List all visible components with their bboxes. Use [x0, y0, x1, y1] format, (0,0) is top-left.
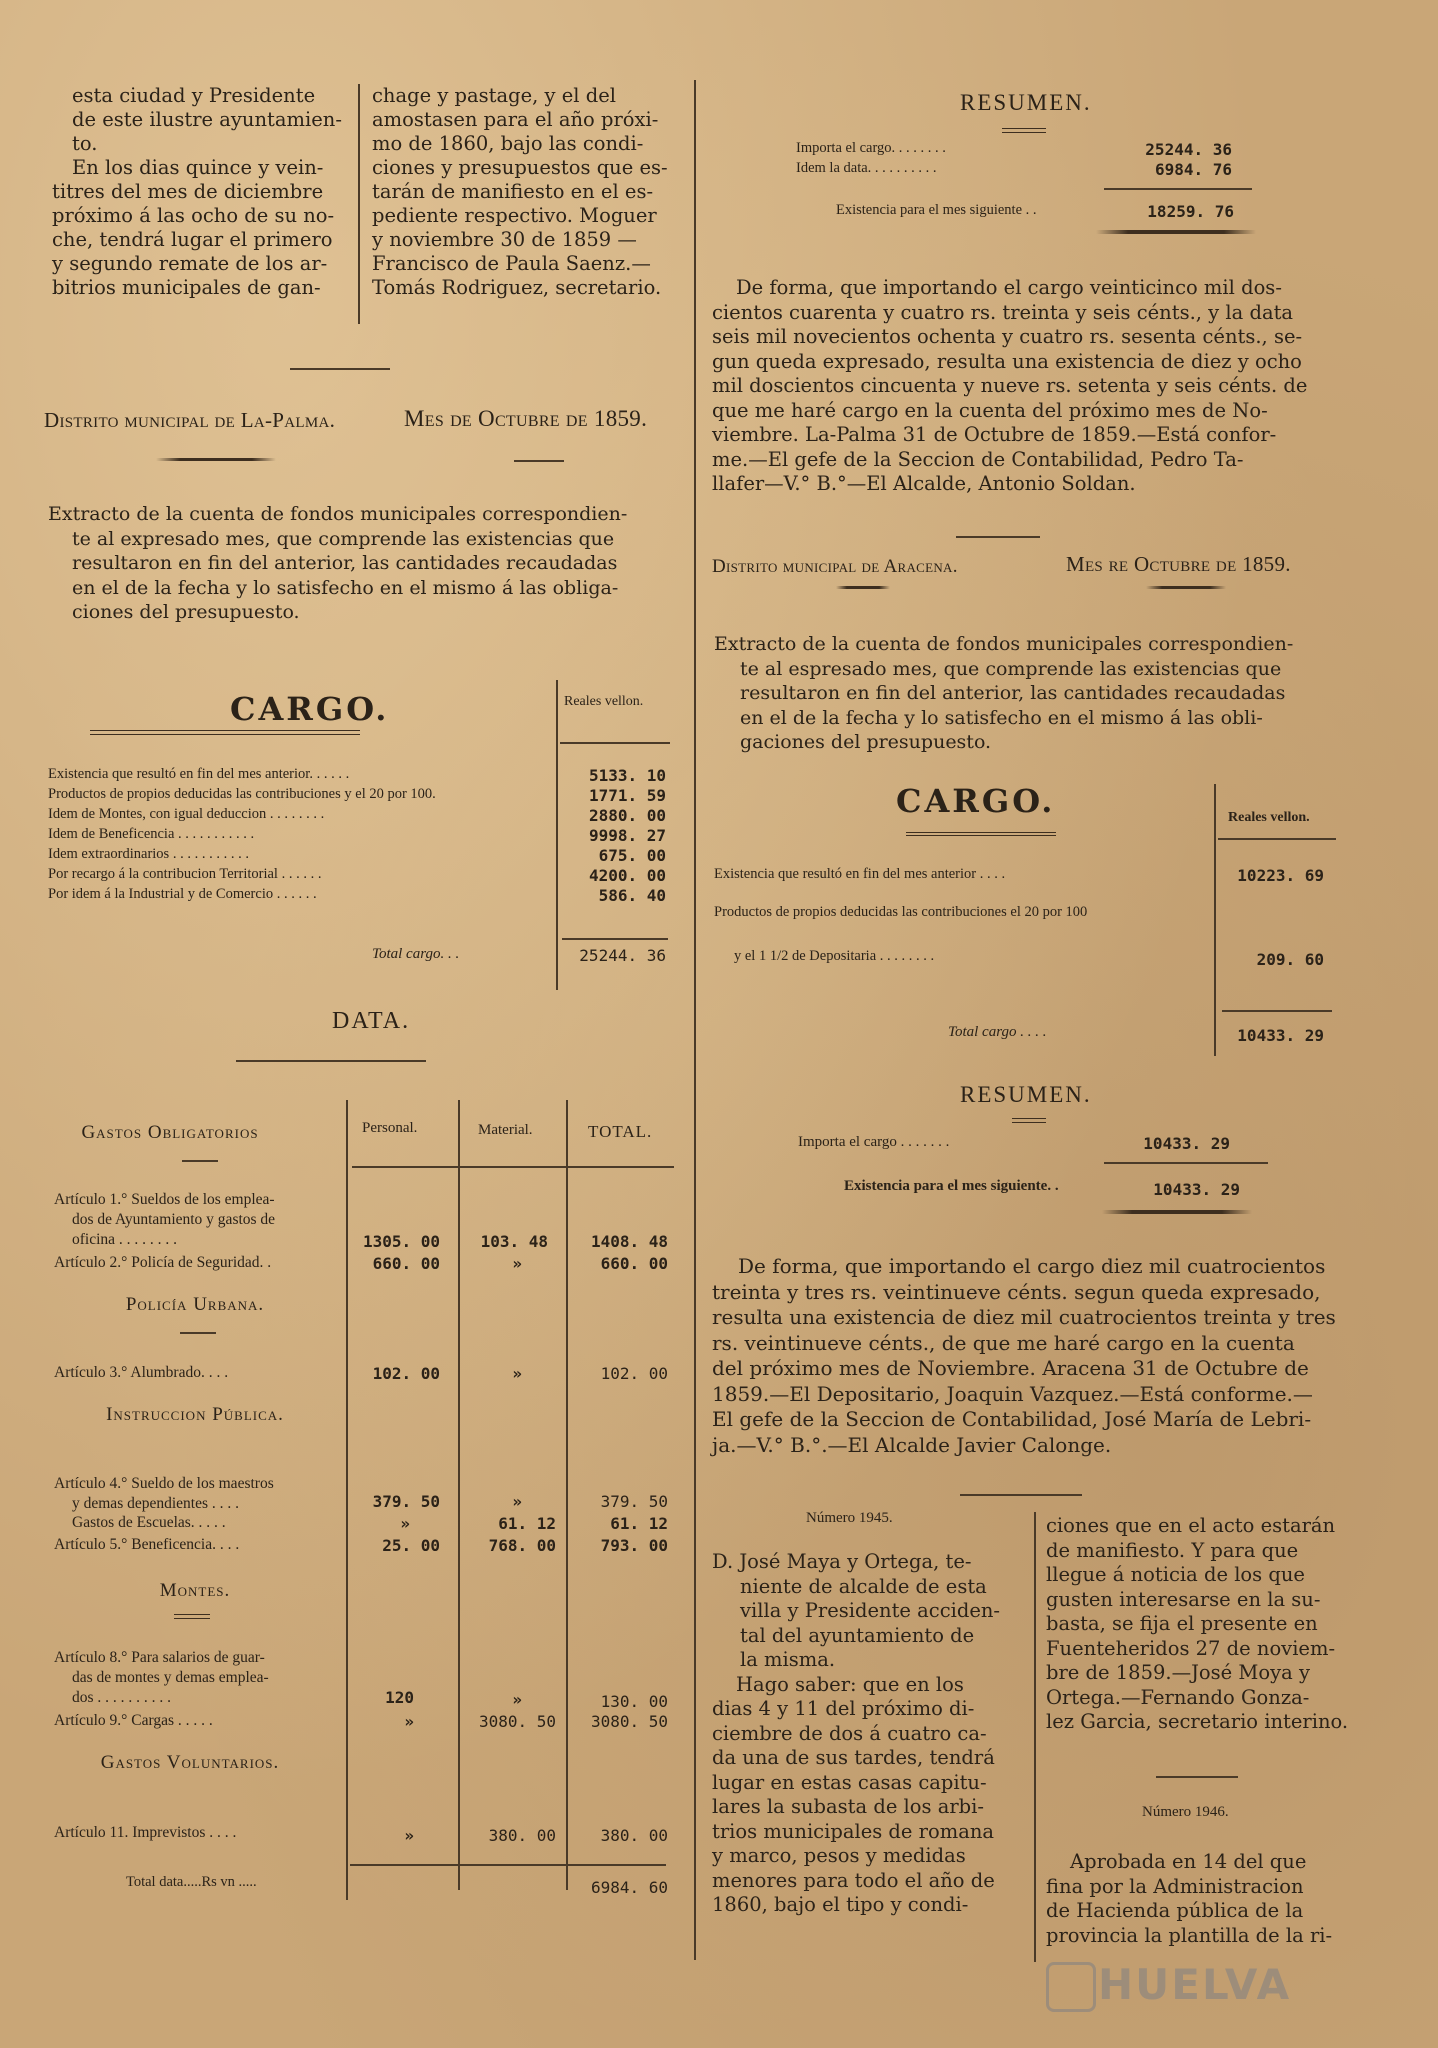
data-total: 102. 00	[600, 1364, 668, 1383]
text-line: en el de la fecha y lo satisfecho en el mismo á las obliga-	[72, 576, 619, 599]
section-montes: Montes.	[159, 1580, 231, 1601]
top-left-column-2	[372, 84, 672, 300]
separator	[1156, 1776, 1238, 1778]
text-line: amostasen para el año próxi-	[372, 108, 659, 131]
text-line: bitrios municipales de gan-	[52, 276, 321, 299]
aracena-intro	[714, 632, 1342, 755]
notice-1945-left	[712, 1550, 1018, 1918]
text-line: en el de la fecha y lo satisfecho en el mismo á las obli-	[740, 706, 1263, 729]
cargo-row-value: 675. 00	[598, 846, 666, 865]
lapalma-cargo-title: CARGO.	[230, 690, 390, 728]
data-row-label	[54, 1190, 275, 1250]
text-line: ciones que en el acto estarán	[1046, 1514, 1336, 1537]
data-material: »	[512, 1364, 522, 1383]
table-rule	[458, 1100, 460, 1890]
text-line: basta, se fija el presente en	[1046, 1612, 1318, 1635]
aracena-district-heading: Distrito municipal de Aracena.	[712, 556, 958, 577]
data-row-label: Artículo 5.° Beneficencia. . . .	[54, 1536, 240, 1553]
data-material: »	[512, 1492, 522, 1511]
data-total-value: 6984. 60	[590, 1878, 668, 1897]
data-row-label: Artículo 2.° Policía de Seguridad. .	[54, 1254, 272, 1271]
text-line: dos de Ayuntamiento y gastos de	[72, 1211, 276, 1228]
separator	[1002, 128, 1046, 133]
text-line: ciembre de dos á cuatro ca-	[712, 1721, 987, 1745]
text-line: que me haré cargo en la cuenta del próximo mes de No-	[712, 398, 1268, 422]
text-line: menores para todo el año de	[712, 1868, 995, 1892]
column-rule	[358, 84, 360, 324]
data-total-label: Total data.....Rs vn .....	[126, 1874, 257, 1890]
data-material: 380. 00	[488, 1826, 556, 1845]
data-total: 380. 00	[600, 1826, 668, 1845]
text-line: Extracto de la cuenta de fondos municipales correspondien-	[714, 633, 1294, 655]
cargo-total-value: 10433. 29	[1237, 1026, 1324, 1045]
data-personal: 379. 50	[372, 1492, 440, 1511]
text-line: dos . . . . . . . . . .	[72, 1689, 172, 1706]
section-instruccion: Instruccion Pública.	[106, 1404, 284, 1425]
table-rule	[352, 1166, 674, 1168]
text-line: En los dias quince y vein-	[72, 156, 324, 179]
text-line: próximo á las ocho de su no-	[52, 204, 335, 227]
text-line: gusten interesarse en la su-	[1046, 1587, 1321, 1611]
resumen-exist-label: Existencia para el mes siguiente . .	[836, 202, 1037, 218]
text-line: llegue á noticia de los que	[1046, 1563, 1305, 1586]
resumen-exist-label: Existencia para el mes siguiente. .	[844, 1178, 1059, 1194]
data-row-label: Gastos de Escuelas. . . . .	[72, 1514, 226, 1531]
cargo-total-label: Total cargo . . . .	[948, 1024, 1047, 1040]
text-line: De forma, que importando el cargo diez mil cuatrocientos	[738, 1254, 1326, 1278]
aracena-closing	[712, 1254, 1344, 1458]
ornament	[90, 730, 360, 735]
data-personal: 660. 00	[372, 1254, 440, 1273]
data-material: 768. 00	[488, 1536, 556, 1555]
cargo-row-label: Idem de Montes, con igual deduccion . . . . . . . .	[48, 806, 325, 822]
data-material: »	[512, 1254, 522, 1273]
text-line: treinta y tres rs. veintinueve cénts. segun queda expresado,	[712, 1279, 1321, 1304]
text-line: Artículo 1.° Sueldos de los emplea-	[54, 1191, 275, 1208]
cargo-row-value: 586. 40	[598, 886, 666, 905]
data-total: 660. 00	[600, 1254, 668, 1273]
lapalma-closing	[712, 276, 1344, 497]
text-line: Tomás Rodriguez, secretario.	[372, 276, 662, 299]
separator	[956, 536, 1040, 538]
text-line: resulta una existencia de diez mil cuatrocientos treinta y tres	[712, 1305, 1336, 1329]
table-rule	[562, 938, 668, 940]
table-rule	[1222, 1010, 1332, 1012]
text-line: 1859.—El Depositario, Joaquin Vazquez.—Está conforme.—	[712, 1381, 1313, 1406]
lapalma-resumen-title: RESUMEN.	[960, 90, 1092, 115]
data-total: 3080. 50	[590, 1712, 668, 1731]
separator	[180, 1332, 216, 1334]
text-line: lugar en estas casas capitu-	[712, 1770, 987, 1794]
separator	[514, 460, 564, 462]
lapalma-intro	[48, 502, 676, 625]
text-line: te al espresado mes, que comprende las existencias que	[740, 657, 1282, 680]
text-line: Francisco de Paula Saenz.—	[372, 252, 651, 275]
text-line: mil doscientos cincuenta y nueve rs. setenta y seis cénts. de	[712, 374, 1308, 397]
text-line: de Hacienda pública de la	[1046, 1899, 1304, 1922]
table-rule	[350, 1864, 666, 1866]
cargo-row-label: Existencia que resultó en fin del mes anterior. . . . . .	[48, 766, 350, 782]
text-line: niente de alcalde de esta	[740, 1574, 987, 1598]
text-line: tal del ayuntamiento de	[740, 1623, 975, 1647]
top-left-column-1	[52, 84, 346, 300]
resumen-row-label: Idem la data. . . . . . . . . .	[796, 160, 937, 176]
text-line: llafer—V.° B.°—El Alcalde, Antonio Soldan.	[712, 472, 1136, 495]
cargo-row-label: Idem de Beneficencia . . . . . . . . . . .	[48, 826, 255, 842]
data-row-label: Artículo 11. Imprevistos . . . .	[54, 1824, 237, 1841]
text-line: de este ilustre ayuntamien-	[72, 108, 342, 131]
resumen-row-label: Importa el cargo . . . . . . .	[798, 1134, 950, 1150]
resumen-row-value: 6984. 76	[1154, 160, 1232, 179]
data-total: 379. 50	[600, 1492, 668, 1511]
cargo-row-value: 5133. 10	[588, 766, 666, 785]
table-rule	[560, 742, 670, 744]
cargo-row-value: 2880. 00	[588, 806, 666, 825]
text-line: titres del mes de diciembre	[52, 180, 324, 203]
ornament	[156, 458, 276, 461]
data-material: 103. 48	[480, 1232, 548, 1251]
text-line: mo de 1860, bajo las condi-	[372, 132, 644, 155]
text-line: Artículo 4.° Sueldo de los maestros	[54, 1475, 274, 1492]
table-rule	[566, 1100, 568, 1890]
text-line: da una de sus tardes, tendrá	[712, 1746, 995, 1769]
page-column-rule	[694, 80, 696, 1960]
ornament	[1096, 230, 1256, 234]
cargo-row-label: Idem extraordinarios . . . . . . . . . . .	[48, 846, 249, 862]
text-line: 1860, bajo el tipo y condi-	[712, 1893, 969, 1916]
notice-1945-right	[1046, 1514, 1350, 1735]
text-line: chage y pastage, y el del	[372, 84, 616, 107]
data-personal: »	[404, 1826, 414, 1845]
text-line: lares la subasta de los arbi-	[712, 1795, 984, 1818]
data-row-label	[54, 1474, 274, 1514]
cargo-row-value: 9998. 27	[588, 826, 666, 845]
data-material: 3080. 50	[478, 1712, 556, 1731]
table-rule	[1218, 838, 1336, 840]
text-line: del próximo mes de Noviembre. Aracena 31 de Octubre de	[712, 1356, 1309, 1380]
text-line: provincia la plantilla de la ri-	[1046, 1923, 1333, 1947]
text-line: De forma, que importando el cargo veinticinco mil dos-	[736, 276, 1282, 299]
data-personal: 25. 00	[382, 1536, 440, 1555]
ornament	[1146, 586, 1226, 589]
data-material: »	[512, 1690, 522, 1709]
data-material: 61. 12	[498, 1514, 556, 1533]
separator	[1012, 1118, 1046, 1123]
aracena-month-heading: Mes re Octubre de 1859.	[1066, 552, 1291, 576]
data-header-personal: Personal.	[362, 1120, 418, 1136]
text-line: de manifiesto. Y para que	[1046, 1538, 1299, 1562]
data-personal: »	[404, 1712, 414, 1731]
notice-number-1945: Número 1945.	[806, 1510, 893, 1526]
section-voluntarios: Gastos Voluntarios.	[100, 1752, 280, 1773]
text-line: viembre. La-Palma 31 de Octubre de 1859.—Está confor-	[712, 423, 1277, 446]
text-line: Ortega.—Fernando Gonza-	[1046, 1685, 1310, 1709]
text-line: che, tendrá lugar el primero	[52, 228, 333, 251]
text-line: dias 4 y 11 del próximo di-	[712, 1697, 975, 1720]
separator	[174, 1614, 210, 1619]
table-rule	[556, 680, 558, 990]
text-line: ja.—V.° B.°.—El Alcalde Javier Calonge.	[712, 1432, 1112, 1457]
text-line: to.	[72, 132, 98, 155]
text-line: ciones y presupuestos que es-	[372, 156, 668, 179]
text-line: y demas dependientes . . . .	[72, 1495, 240, 1512]
text-line: la misma.	[740, 1648, 836, 1671]
data-total: 793. 00	[600, 1536, 668, 1555]
resumen-exist-value: 18259. 76	[1147, 202, 1234, 221]
text-line: El gefe de la Seccion de Contabilidad, José María de Lebri-	[712, 1407, 1312, 1431]
text-line: Fuenteheridos 27 de noviem-	[1046, 1636, 1336, 1660]
aracena-cargo-col-header: Reales vellon.	[1228, 810, 1310, 825]
text-line: D. José Maya y Ortega, te-	[712, 1550, 972, 1573]
text-line: Aprobada en 14 del que	[1070, 1850, 1307, 1873]
text-line: y marco, pesos y medidas	[712, 1844, 966, 1867]
table-rule	[1104, 1162, 1268, 1164]
column-rule	[1034, 1512, 1036, 1962]
ornament	[836, 586, 890, 589]
separator	[290, 368, 390, 370]
data-total: 130. 00	[600, 1692, 668, 1711]
text-line: y segundo remate de los ar-	[52, 252, 328, 275]
table-rule	[1214, 784, 1216, 1056]
text-line: Hago saber: que en los	[736, 1672, 964, 1696]
text-line: seis mil novecientos ochenta y cuatro rs. sesenta cénts., se-	[712, 325, 1303, 348]
text-line: te al expresado mes, que comprende las existencias que	[72, 527, 615, 550]
cargo-row-label: y el 1 1/2 de Depositaria . . . . . . . .	[734, 948, 935, 964]
cargo-row-label: Por recargo á la contribucion Territorial . . . . . .	[48, 866, 322, 882]
data-row-label	[54, 1648, 269, 1708]
cargo-total-value: 25244. 36	[579, 946, 666, 965]
cargo-row-label: Existencia que resultó en fin del mes anterior . . . .	[714, 866, 1006, 882]
text-line: resultaron en fin del anterior, las cantidades recaudadas	[740, 682, 1286, 704]
text-line: Extracto de la cuenta de fondos municipales correspondien-	[48, 503, 628, 525]
ornament	[1102, 1210, 1252, 1214]
cargo-row-value: 10223. 69	[1237, 866, 1324, 885]
archive-logo-icon	[1046, 1962, 1096, 2012]
text-line: gaciones del presupuesto.	[740, 731, 992, 753]
section-policia: Policía Urbana.	[125, 1294, 265, 1315]
resumen-row-value: 10433. 29	[1143, 1134, 1230, 1153]
aracena-resumen-title: RESUMEN.	[960, 1082, 1092, 1107]
text-line: oficina . . . . . . . .	[72, 1231, 178, 1248]
text-line: esta ciudad y Presidente	[72, 84, 316, 107]
resumen-row-label: Importa el cargo. . . . . . . .	[796, 140, 946, 156]
data-personal: 120	[385, 1688, 414, 1707]
text-line: y noviembre 30 de 1859 —	[372, 228, 637, 251]
cargo-row-value: 209. 60	[1256, 950, 1324, 969]
text-line: das de montes y demas emplea-	[72, 1669, 269, 1686]
data-row-label: Artículo 3.° Alumbrado. . . .	[54, 1364, 229, 1381]
data-personal: 1305. 00	[362, 1232, 440, 1251]
ornament	[906, 832, 1056, 836]
separator	[182, 1160, 218, 1162]
text-line: fina por la Administracion	[1046, 1874, 1304, 1898]
separator	[236, 1060, 426, 1062]
data-row-label: Artículo 9.° Cargas . . . . .	[54, 1712, 213, 1729]
separator	[960, 1494, 1082, 1496]
watermark-text: HUELVA	[1098, 1960, 1292, 2009]
lapalma-district-heading: Distrito municipal de La-Palma.	[44, 408, 336, 432]
cargo-row-label: Productos de propios deducidas las contribuciones y el 20 por 100.	[48, 786, 436, 802]
text-line: bre de 1859.—José Moya y	[1046, 1661, 1310, 1684]
data-header-total: TOTAL.	[588, 1122, 653, 1141]
text-line: Artículo 8.° Para salarios de guar-	[54, 1649, 265, 1666]
cargo-row-label: Por idem á la Industrial y de Comercio . . . . . .	[48, 886, 317, 902]
data-header-material: Material.	[478, 1122, 533, 1138]
data-total: 61. 12	[610, 1514, 668, 1533]
cargo-total-label: Total cargo. . .	[372, 946, 460, 962]
text-line: resultaron en fin del anterior, las cantidades recaudadas	[72, 552, 618, 574]
data-total: 1408. 48	[590, 1232, 668, 1251]
table-rule	[1104, 188, 1252, 190]
cargo-row-value: 1771. 59	[588, 786, 666, 805]
text-line: gun queda expresado, resulta una existencia de diez y ocho	[712, 349, 1302, 373]
lapalma-data-title: DATA.	[332, 1008, 411, 1034]
text-line: tarán de manifiesto en el es-	[372, 180, 654, 203]
notice-1946	[1046, 1850, 1350, 1948]
data-personal: 102. 00	[372, 1364, 440, 1383]
text-line: me.—El gefe de la Seccion de Contabilidad, Pedro Ta-	[712, 447, 1244, 471]
aracena-cargo-title: CARGO.	[896, 782, 1056, 820]
lapalma-month-heading: Mes de Octubre de 1859.	[404, 406, 648, 431]
cargo-row-label: Productos de propios deducidas las contribuciones el 20 por 100	[714, 904, 1088, 920]
text-line: villa y Presidente acciden-	[740, 1599, 1001, 1622]
text-line: rs. veintinueve cénts., de que me haré cargo en la cuenta	[712, 1330, 1295, 1355]
data-header-concept: Gastos Obligatorios	[81, 1122, 259, 1143]
text-line: trios municipales de romana	[712, 1819, 995, 1843]
resumen-row-value: 25244. 36	[1145, 140, 1232, 159]
notice-number-1946: Número 1946.	[1142, 1804, 1229, 1820]
text-line: pediente respectivo. Moguer	[372, 204, 657, 227]
resumen-exist-value: 10433. 29	[1153, 1180, 1240, 1199]
text-line: ciones del presupuesto.	[72, 601, 300, 623]
cargo-row-value: 4200. 00	[588, 866, 666, 885]
lapalma-cargo-col-header: Reales vellon.	[564, 694, 644, 709]
data-personal: »	[400, 1514, 410, 1533]
text-line: cientos cuarenta y cuatro rs. treinta y seis cénts., y la data	[712, 300, 1294, 324]
text-line: lez Garcia, secretario interino.	[1046, 1710, 1349, 1733]
